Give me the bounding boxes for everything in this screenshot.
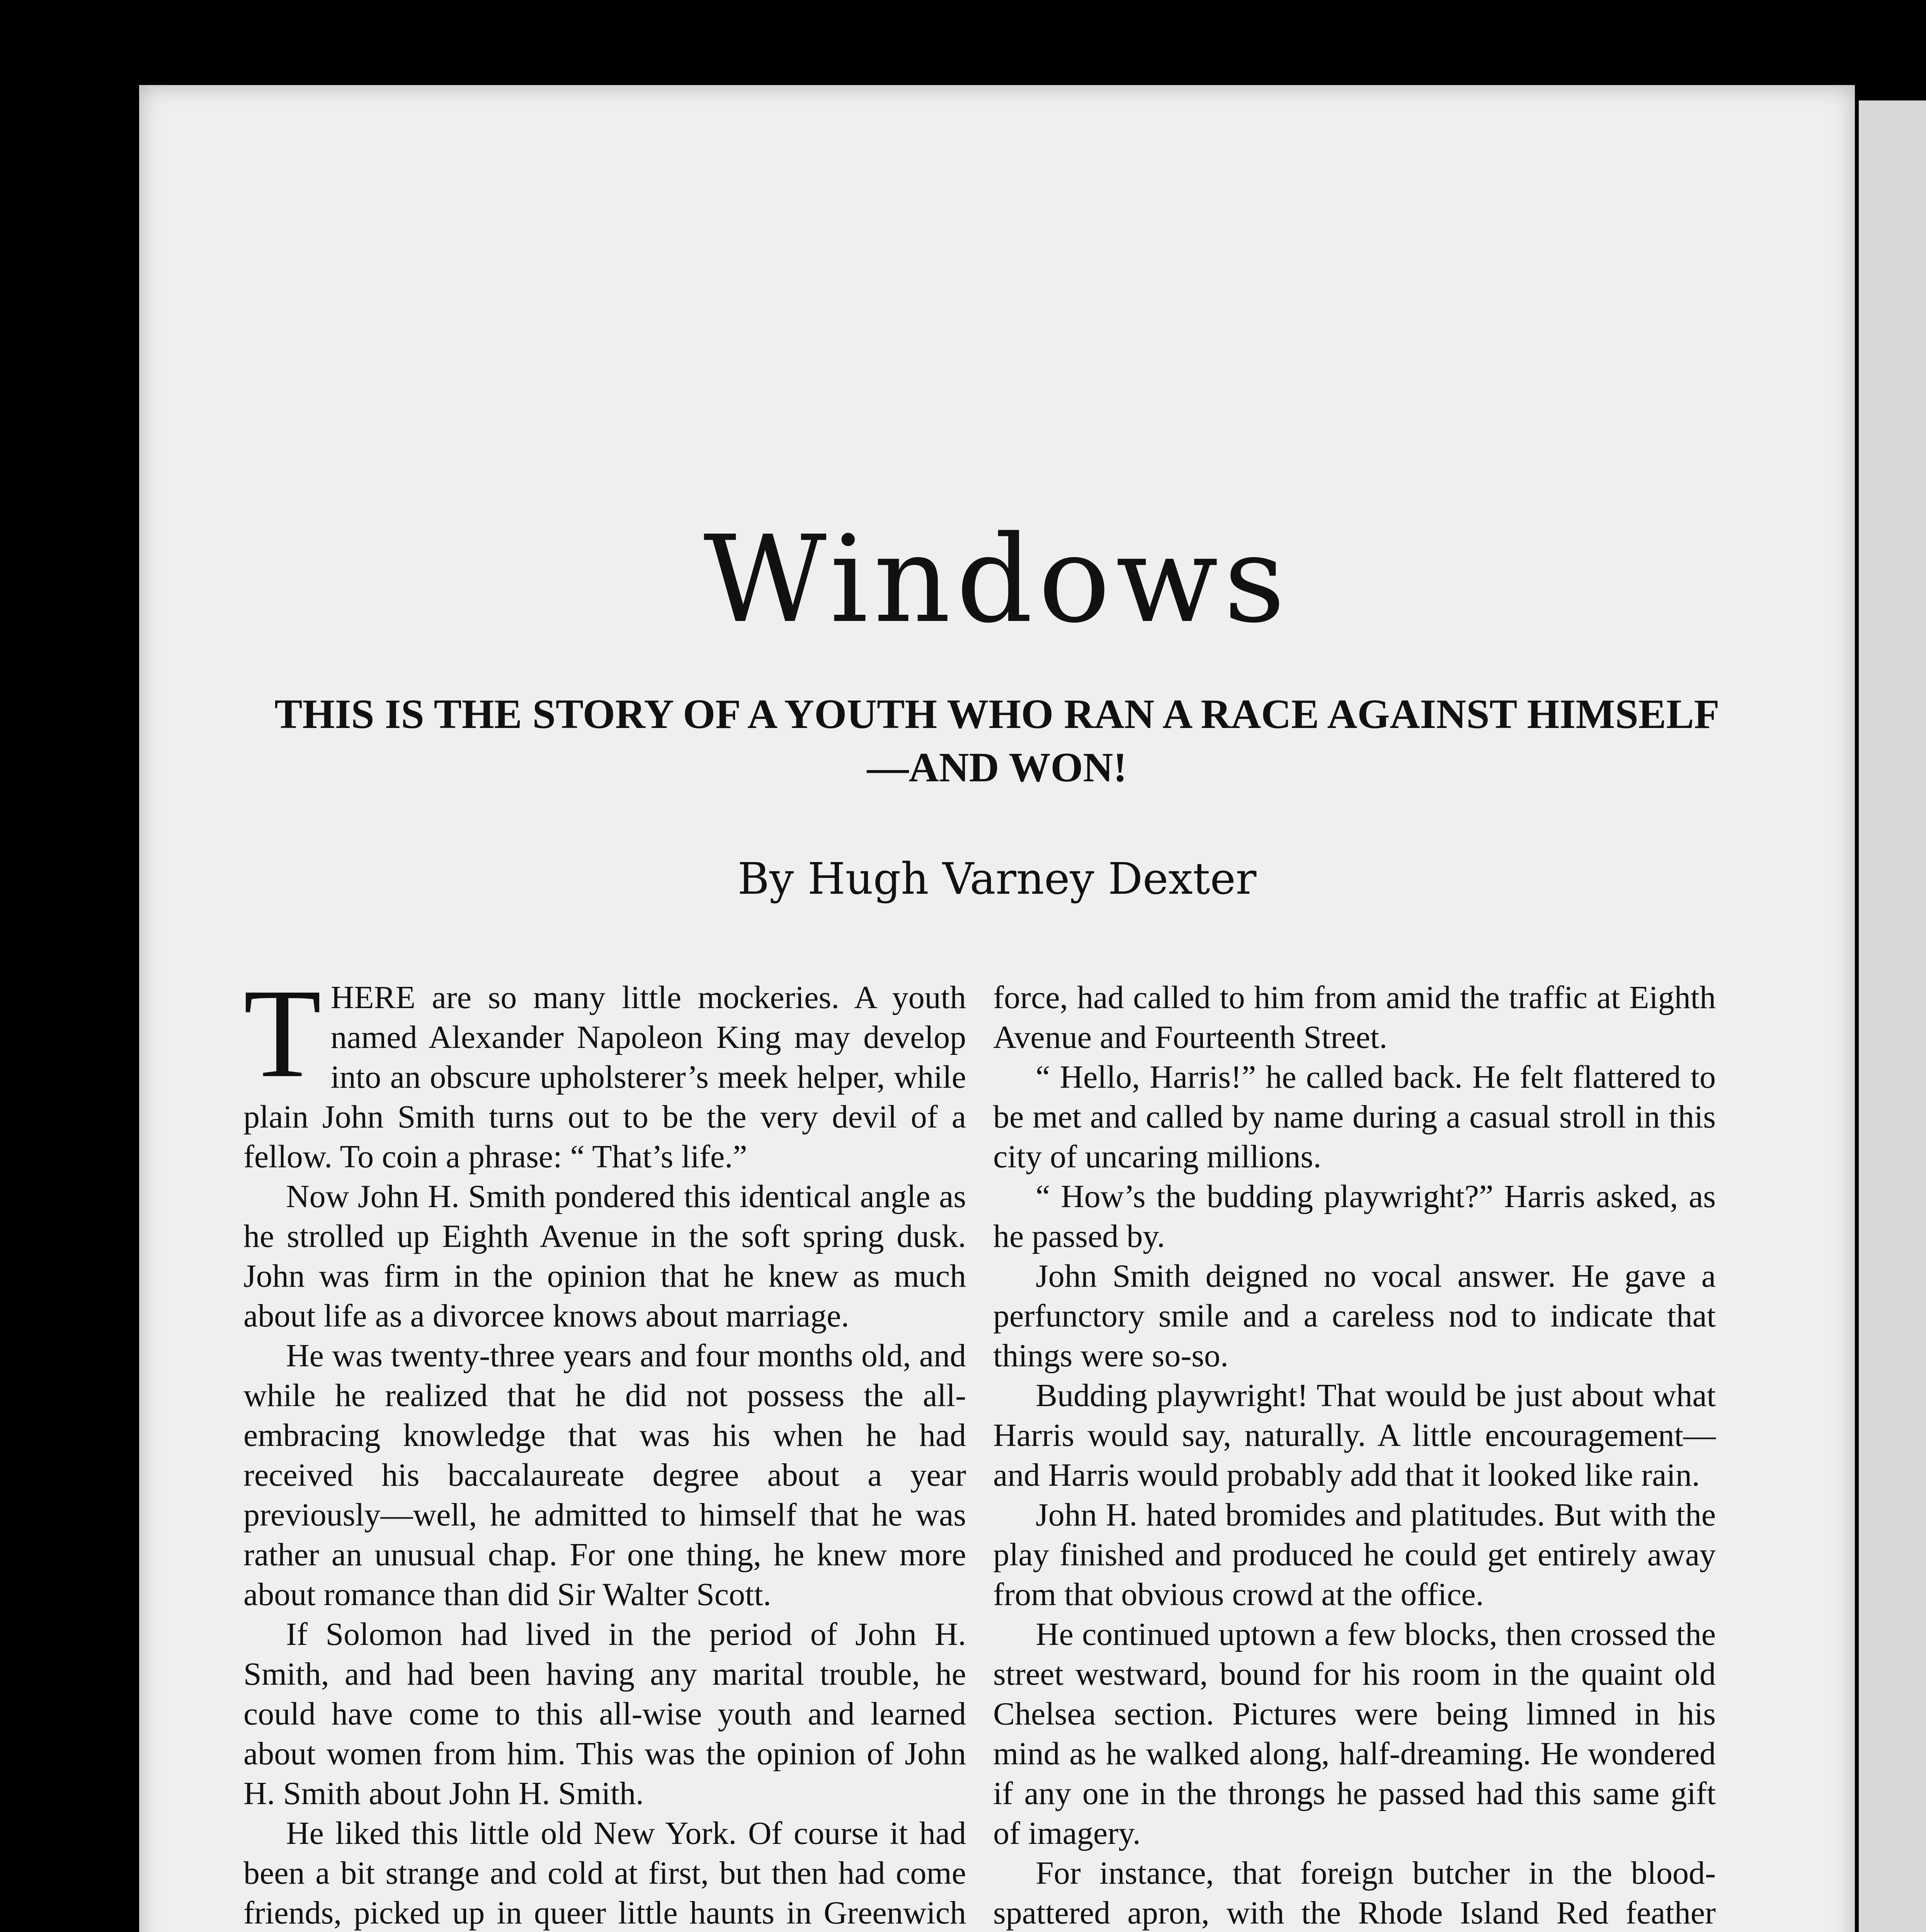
story-byline: By Hugh Varney Dexter xyxy=(737,854,1257,904)
paragraph: Budding playwright! That would be just about what Harris would say, naturally. A little encouragement—and Harris would probably add that it looked like rain. xyxy=(993,1378,1716,1493)
paragraph: John Smith deigned no vocal answer. He gave a perfunctory smile and a careless nod to indicate that things were so-so. xyxy=(993,1258,1716,1374)
drop-cap: T xyxy=(243,963,322,1104)
paragraph: Now John H. Smith pondered this identical angle as he strolled up Eighth Avenue in the soft spring dusk. John was firm in the opinion that he knew as much about life as a divorcee knows about marriage. xyxy=(243,1179,966,1334)
paragraph: “ How’s the budding playwright?” Harris asked, as he passed by. xyxy=(993,1179,1716,1254)
paragraph: For instance, that foreign butcher in the blood-spattered apron, with the Rhode Island Red feather xyxy=(993,1855,1716,1931)
paragraph: John H. hated bromides and platitudes. But with the play finished and produced he could get entirely away from that obvious crowd at the office. xyxy=(993,1497,1716,1612)
story-title: Windows xyxy=(703,510,1291,650)
text-column-left xyxy=(243,963,966,1932)
paragraph-text: HERE are so many little mockeries. A youth named Alexander Napoleon King may develop into an obscure upholsterer’s meek helper, while plain John Smith turns out to be the very devil of a fellow. To coin a phrase: “ That’s life.” xyxy=(243,980,966,1175)
paragraph: force, had called to him from amid the traffic at Eighth Avenue and Fourteenth Street. xyxy=(993,980,1716,1055)
paragraph xyxy=(243,963,966,1177)
paragraph: He continued uptown a few blocks, then crossed the street westward, bound for his room in the quaint old Chelsea section. Pictures were being limned in his mind as he walked along, half-dreaming. He wondered if any one in the throngs he passed had this same gift of imagery. xyxy=(993,1616,1716,1851)
story-subtitle: THIS IS THE STORY OF A YOUTH WHO RAN A RACE AGAINST HIMSELF—AND WON! xyxy=(274,691,1720,791)
text-column-right xyxy=(993,978,1716,1932)
facing-page-edge xyxy=(1859,100,1926,1932)
paragraph: He was twenty-three years and four months old, and while he realized that he did not possess the all-embracing knowledge that was his when he had received his baccalaureate degree about a year previously—well, he admitted to himself that he was rather an unusual chap. For one thing, he knew more about romance than did Sir Walter Scott. xyxy=(243,1338,966,1612)
magazine-page xyxy=(139,85,1855,1932)
paragraph: “ Hello, Harris!” he called back. He felt flattered to be met and called by name during a casual stroll in this city of uncaring millions. xyxy=(993,1059,1716,1175)
paragraph: He liked this little old New York. Of course it had been a bit strange and cold at first, but then had come friends, picked up in queer little haunts in Greenwich xyxy=(243,1815,966,1931)
paragraph: If Solomon had lived in the period of John H. Smith, and had been having any marital trouble, he could have come to this all-wise youth and learned about women from him. This was the opinion of John H. Smith about John H. Smith. xyxy=(243,1616,966,1811)
